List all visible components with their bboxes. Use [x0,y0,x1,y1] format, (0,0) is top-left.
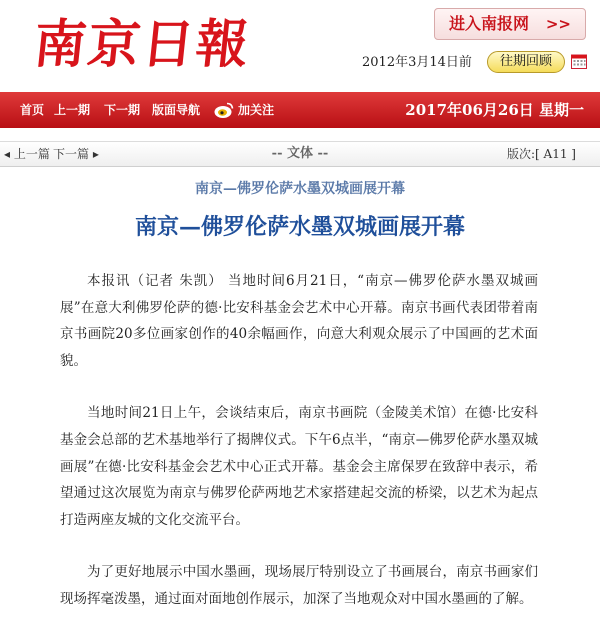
nav-page-navigation-link[interactable]: 版面导航 [152,103,201,117]
article-headline: 南京—佛罗伦萨水墨双城画展开幕 [134,214,465,240]
weibo-follow-link[interactable]: 加关注 [238,103,275,117]
page-label: 版次:[ A11 ] [507,147,576,161]
next-article-label: 下一篇 [53,147,90,161]
issue-date: 2017年06月26日 星期一 [405,101,584,119]
previous-article-link[interactable]: ◂ 上一篇 [4,147,50,161]
archive-button[interactable]: 往期回顾 [487,51,565,73]
enter-portal-button[interactable] [434,8,586,40]
nav-previous-issue-link[interactable]: 上一期 [54,103,91,117]
section-name: -- 文体 -- [271,146,329,161]
article-paragraph: 为了更好地展示中国水墨画，现场展厅特别设立了书画展台，南京书画家们现场挥毫泼墨，通过面对面地创作展示，加深了当地观众对中国水墨画的了解。 [60,564,538,607]
article-paragraph: 当地时间21日上午，会谈结束后，南京书画院（金陵美术馆）在德·比安科基金会总部的艺术基地举行了揭牌仪式。下午6点半，“南京—佛罗伦萨水墨双城画展”在德·比安科基金会艺术中心正式开幕。基金会主席保罗在致辞中表示，希望通过这次展览为南京与佛罗伦萨两地艺术家搭建起交流的桥梁，以艺术为起点打造两座友城的文化交流平台。 [60,405,538,528]
nav-home-link[interactable]: 首页 [20,103,45,117]
publication-date-note: 2012年3月14日前 [362,55,472,70]
article-toolbar [0,141,600,167]
weibo-icon[interactable] [214,101,234,119]
nav-next-issue-link[interactable]: 下一期 [104,103,141,117]
double-chevron-right-icon: >> [545,15,571,33]
article-kicker: 南京—佛罗伦萨水墨双城画展开幕 [195,181,405,197]
main-nav-bar [0,92,600,128]
article-body [60,268,538,639]
calendar-icon[interactable] [571,53,587,69]
next-article-link[interactable]: 下一篇 ▸ [53,147,99,161]
previous-article-label: 上一篇 [13,147,50,161]
enter-portal-label: 进入南报网 [449,14,530,33]
article-paragraph: 本报讯（记者 朱凯） 当地时间6月21日，“南京—佛罗伦萨水墨双城画展”在意大利佛罗伦萨的德·比安科基金会艺术中心开幕。南京书画代表团带着南京书画院20多位画家创作的40余幅画作，向意大利观众展示了中国画的艺术面貌。 [60,273,538,369]
newspaper-logo[interactable]: 南京日報 [30,14,254,75]
masthead [0,0,600,92]
